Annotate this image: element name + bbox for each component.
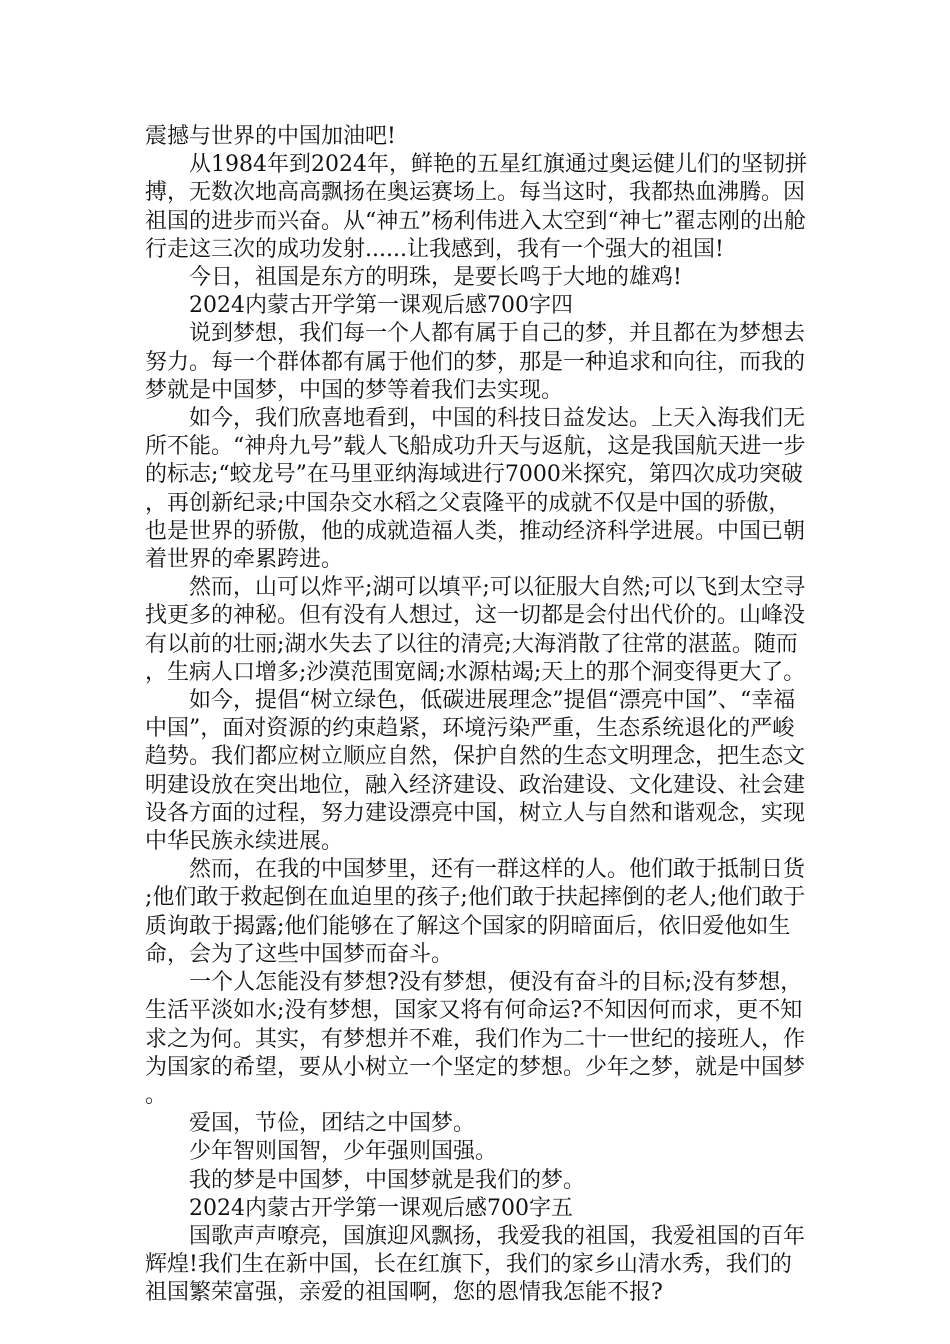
paragraph: 今日，祖国是东方的明珠，是要长鸣于大地的雄鸡!	[189, 265, 682, 291]
paragraph: 如今，提倡“树立绿色，低碳进展理念”提倡“漂亮中国”、“幸福中国”，面对资源的约束趋紧，环境污染严重，生态系统退化的严峻趋势。我们都应树立顺应自然，保护自然的生态文明理念，把生态文明建设放在突出地位，融入经济建设、政治建设、文化建设、社会建设各方面的过程，努力建设漂亮中国，树立人与自然和谐观念，实现中华民族永续进展。	[145, 688, 806, 855]
paragraph: 我的梦是中国梦，中国梦就是我们的梦。	[189, 1167, 586, 1193]
paragraph: 如今，我们欣喜地看到，中国的科技日益发达。上天入海我们无所不能。“神舟九号”载人飞船成功升天与返航，这是我国航天进一步的标志;“蛟龙号”在马里亚纳海域进行7000米探究，第四次成功突破，再创新纪录;中国杂交水稻之父袁隆平的成就不仅是中国的骄傲，也是世界的骄傲，他的成就造福人类，推动经济科学进展。中国已朝着世界的牵累跨进。	[145, 406, 806, 573]
section-heading: 2024内蒙古开学第一课观后感700字五	[189, 1195, 573, 1221]
paragraph: 一个人怎能没有梦想?没有梦想，便没有奋斗的目标;没有梦想，生活平淡如水;没有梦想，国家又将有何命运?不知因何而求，更不知求之为何。其实，有梦想并不难，我们作为二十一世纪的接班人，作为国家的希望，要从小树立一个坚定的梦想。少年之梦，就是中国梦。	[145, 970, 806, 1108]
paragraph: 少年智则国智，少年强则国强。	[189, 1139, 498, 1165]
document-body	[145, 123, 810, 1308]
paragraph: 然而，在我的中国梦里，还有一群这样的人。他们敢于抵制日货;他们敢于救起倒在血迫里的孩子;他们敢于扶起摔倒的老人;他们敢于质询敢于揭露;他们能够在了解这个国家的阴暗面后，依旧爱他如生命，会为了这些中国梦而奋斗。	[145, 857, 806, 967]
paragraph: 说到梦想，我们每一个人都有属于自己的梦，并且都在为梦想去努力。每一个群体都有属于他们的梦，那是一种追求和向往，而我的梦就是中国梦，中国的梦等着我们去实现。	[145, 321, 806, 403]
paragraph: 国歌声声嘹亮，国旗迎风飘扬，我爱我的祖国，我爱祖国的百年辉煌!我们生在新中国，长在红旗下，我们的家乡山清水秀，我们的祖国繁荣富强，亲爱的祖国啊，您的恩情我怎能不报?	[145, 1223, 806, 1306]
paragraph: 然而，山可以炸平;湖可以填平;可以征服大自然;可以飞到太空寻找更多的神秘。但有没有人想过，这一切都是会付出代价的。山峰没有以前的壮丽;湖水失去了以往的清亮;大海消散了往常的湛蓝。随而，生病人口增多;沙漠范围宽阔;水源枯竭;天上的那个洞变得更大了。	[145, 575, 806, 685]
paragraph: 震撼与世界的中国加油吧!	[145, 124, 396, 149]
paragraph: 从1984年到2024年，鲜艳的五星红旗通过奥运健儿们的坚韧拼搏，无数次地高高飘扬在奥运赛场上。每当这时，我都热血沸腾。因祖国的进步而兴奋。从“神五”杨利伟进入太空到“神七”翟志刚的出舱行走这三次的成功发射......让我感到，我有一个强大的祖国!	[145, 152, 807, 262]
section-heading: 2024内蒙古开学第一课观后感700字四	[189, 293, 573, 319]
paragraph: 爱国，节俭，团结之中国梦。	[189, 1111, 476, 1137]
